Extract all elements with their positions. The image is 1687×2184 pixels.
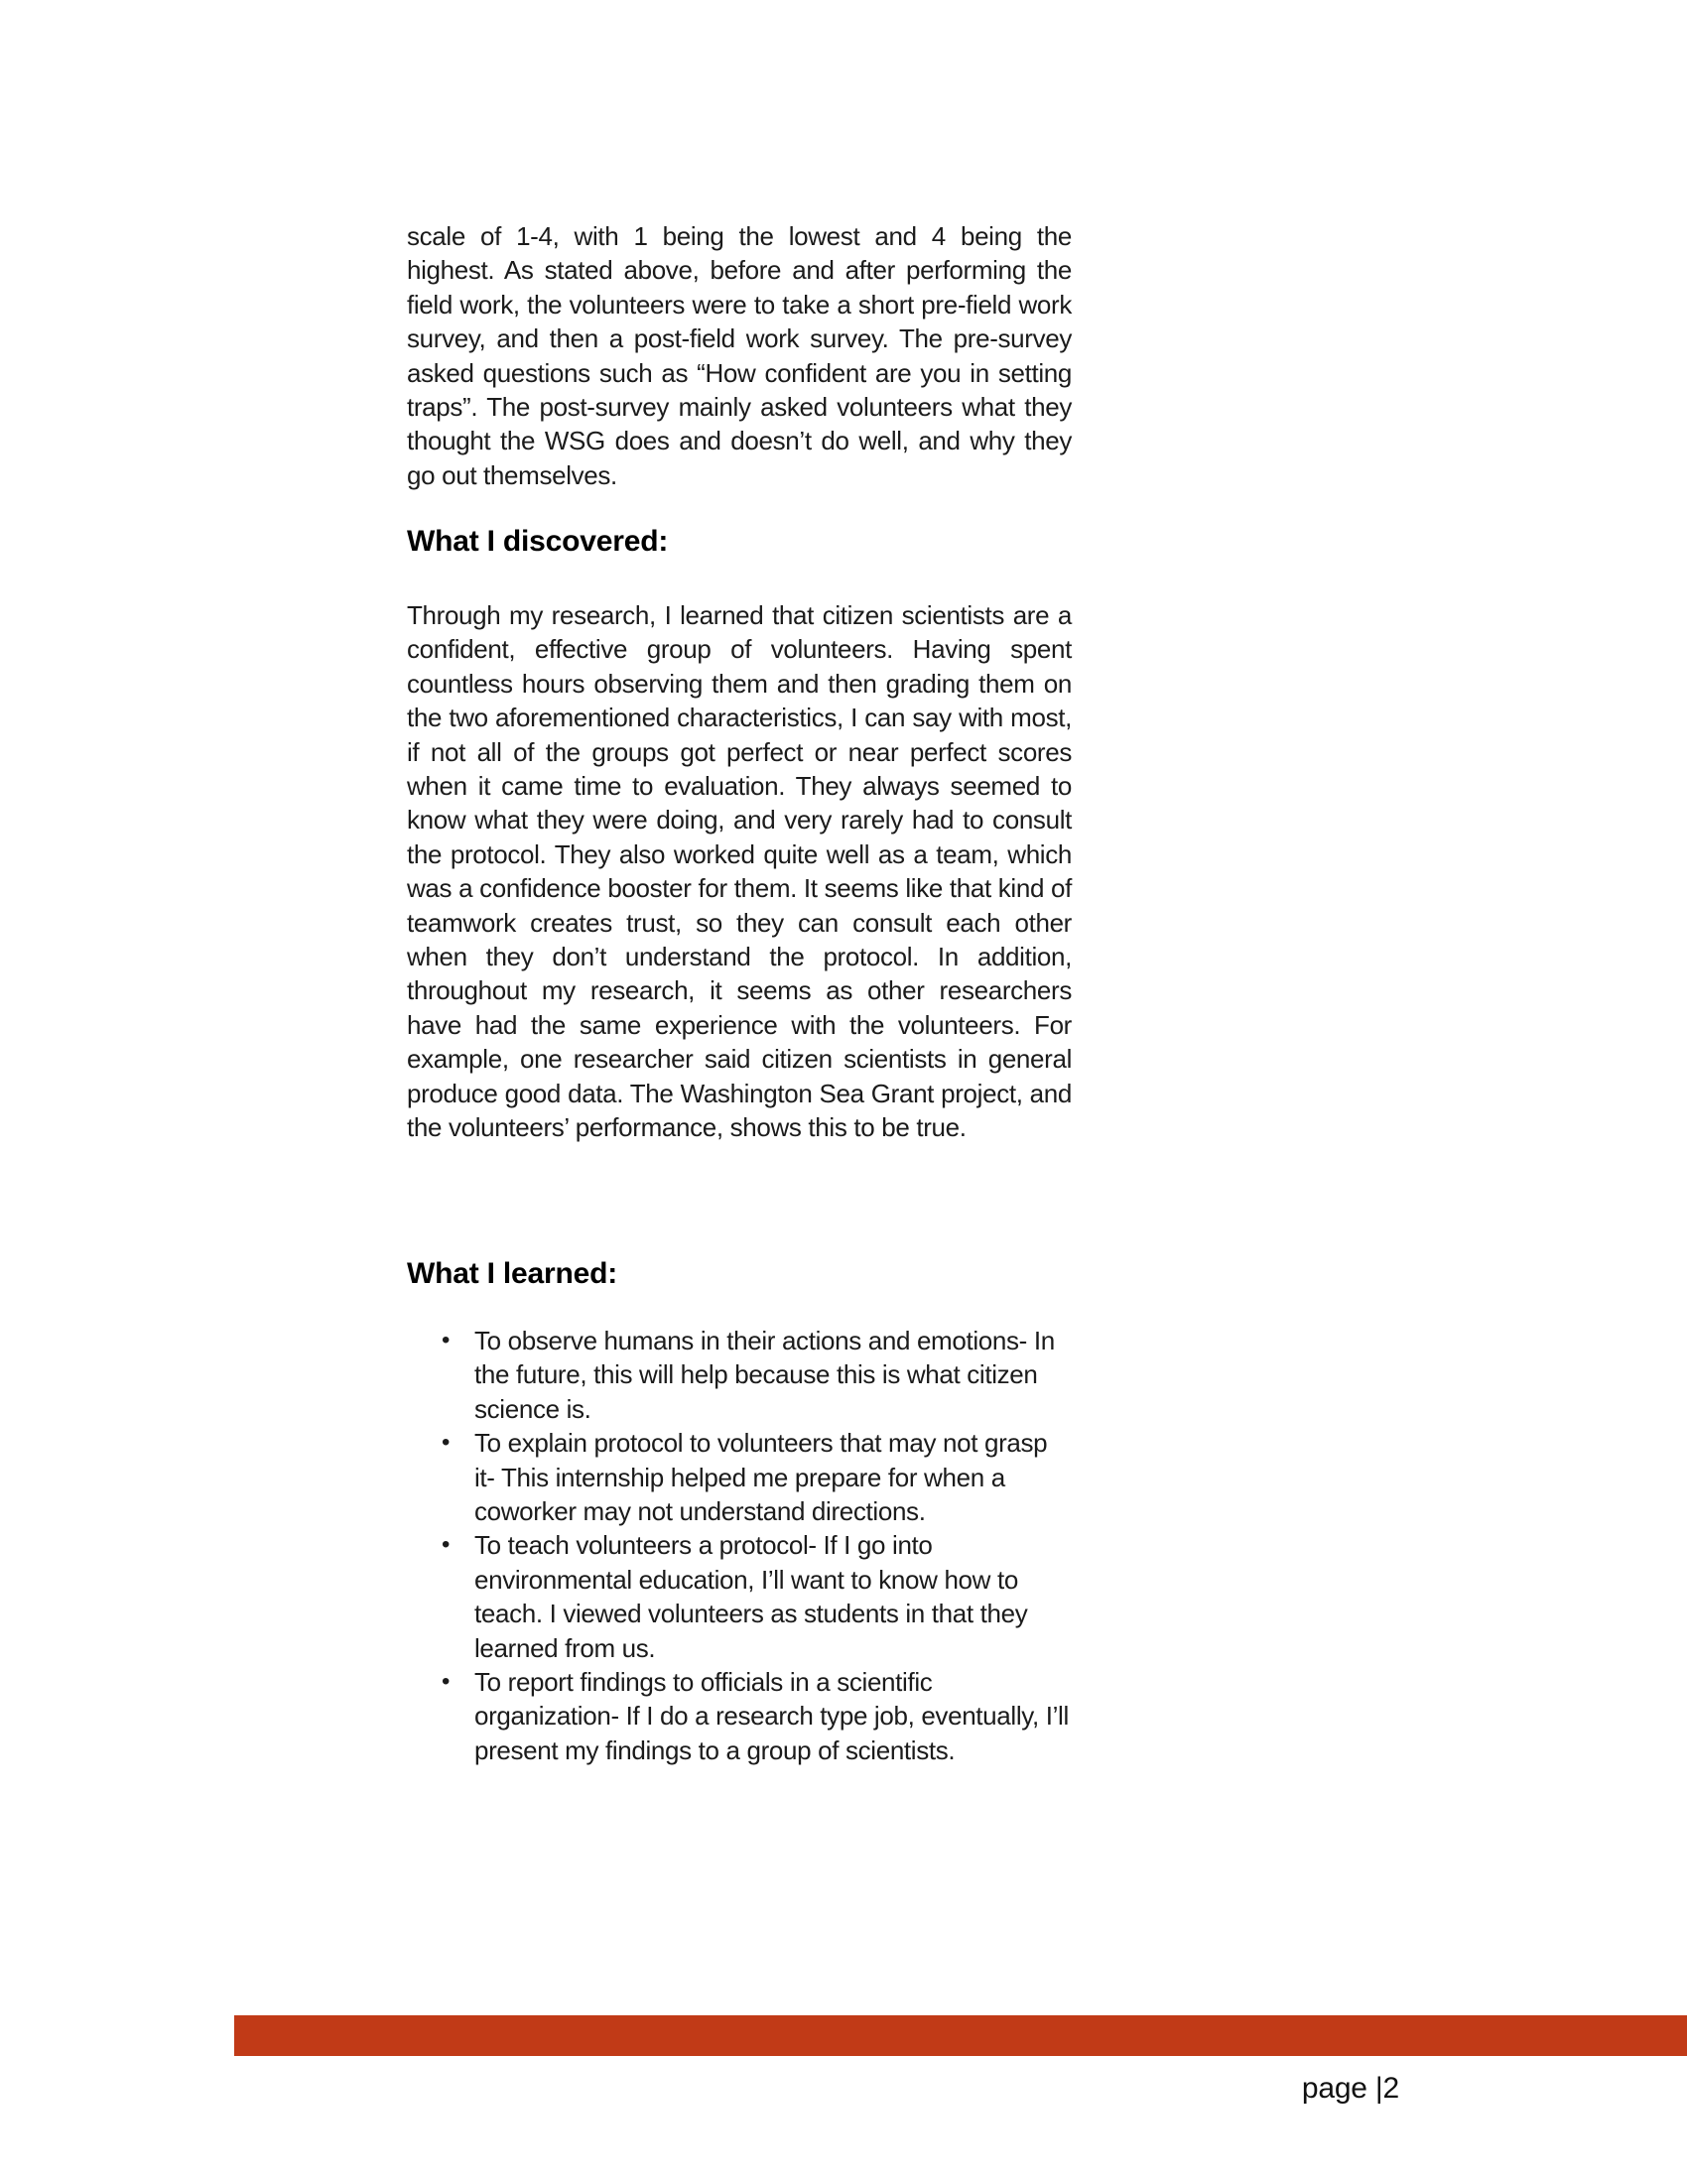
footer-accent-bar <box>234 2015 1687 2056</box>
page-number: page |2 <box>1301 2072 1399 2105</box>
bullet-icon: • <box>442 1327 451 1353</box>
intro-paragraph: scale of 1-4, with 1 being the lowest and 4 being the highest. As stated above, before and after performing the field work, the volunteers were to take a short pre-field work survey, and then a post-field work survey. The pre-survey asked questions such as “How confident are you in setting traps”. The post-survey mainly asked volunteers what they thought the WSG does and doesn’t do well, and why they go out themselves. <box>407 221 1072 490</box>
bullet-item-text: To teach volunteers a protocol- If I go into environmental education, I’ll want to know how to teach. I viewed volunteers as students in that they learned from us. <box>474 1530 1028 1663</box>
bullet-icon: • <box>442 1668 451 1696</box>
bullet-icon: • <box>442 1429 451 1457</box>
bullet-item-text: To report findings to officials in a scientific organization- If I do a research type job, eventually, I’ll present my findings to a group of scientists. <box>474 1667 1069 1765</box>
bullet-item <box>442 1426 1072 1528</box>
text-column <box>407 0 1072 2184</box>
bullet-item-text: To observe humans in their actions and emotions- In the future, this will help because this is what citizen science is. <box>474 1326 1055 1424</box>
bullet-icon: • <box>442 1531 451 1559</box>
learned-heading: What I learned: <box>407 1257 618 1290</box>
bullet-item <box>442 1324 1072 1426</box>
discovered-paragraph: Through my research, I learned that citizen scientists are a confident, effective group of volunteers. Having spent countless hours observing them and then grading them on the two aforementioned characteristics, I can say with most, if not all of the groups got perfect or near perfect scores when it came time to evaluation. They always seemed to know what they were doing, and very rarely had to consult the protocol. They also worked quite well as a team, which was a confidence booster for them. It seems like that kind of teamwork creates trust, so they can consult each other when they don’t understand the protocol. In addition, throughout my research, it seems as other researchers have had the same experience with the volunteers. For example, one researcher said citizen scientists in general produce good data. The Washington Sea Grant project, and the volunteers’ performance, shows this to be true. <box>407 600 1072 1143</box>
bullet-item-text: To explain protocol to volunteers that may not grasp it- This internship helped me prepare for when a coworker may not understand directions. <box>474 1428 1048 1527</box>
discovered-heading: What I discovered: <box>407 525 669 558</box>
bullet-item <box>442 1665 1072 1767</box>
learned-bullet-list <box>442 1324 1072 1767</box>
bullet-item <box>442 1528 1072 1665</box>
